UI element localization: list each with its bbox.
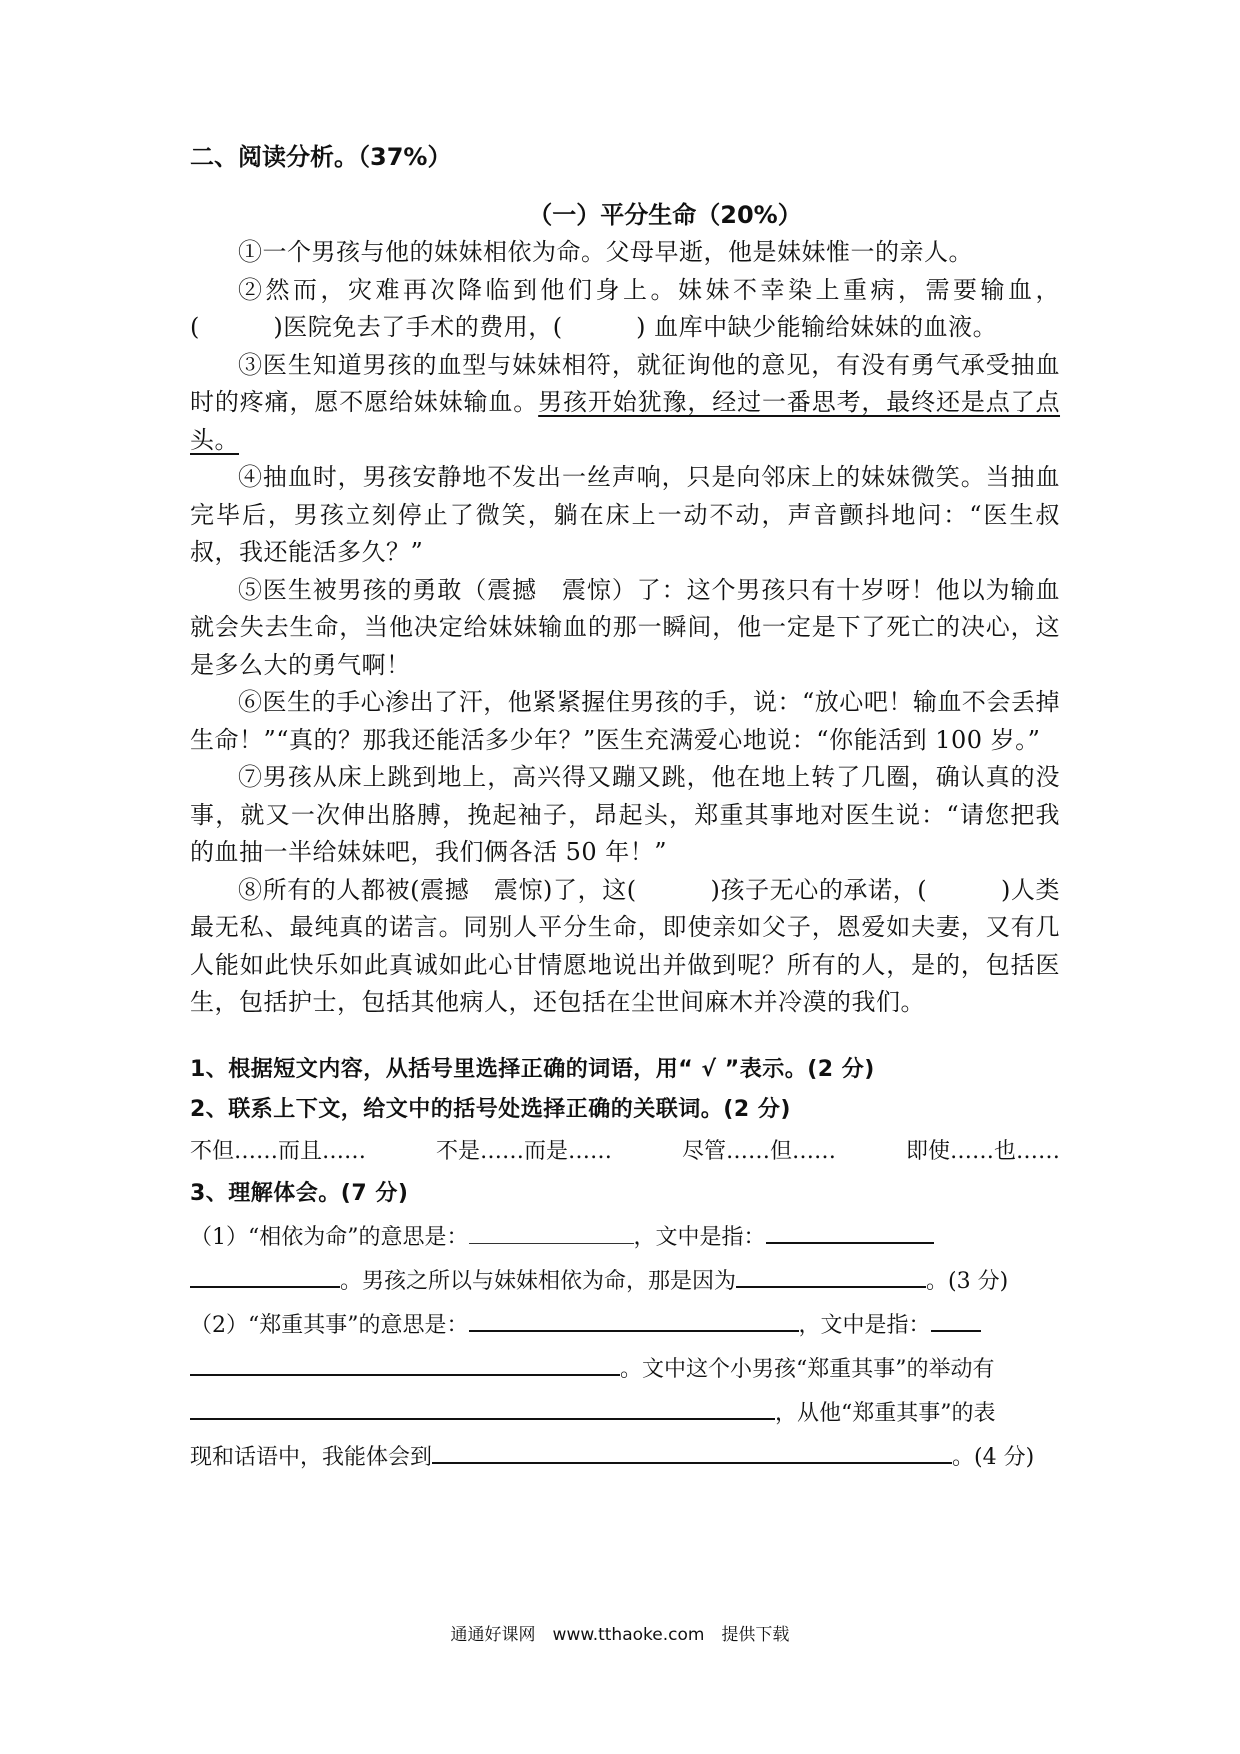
paragraph-1: ①一个男孩与他的妹妹相依为命。父母早逝，他是妹妹惟一的亲人。 [238, 238, 973, 266]
question-3-2-line-2 [190, 1346, 1060, 1390]
paragraph-3-text: ③医生知道男孩的血型与妹妹相符，就征询他的意见，有没有勇气承受抽血时的疼痛，愿不愿给妹妹输血。 [190, 350, 1060, 416]
question-text: 。男孩之所以与妹妹相依为命，那是因为 [340, 1268, 737, 1294]
paragraph-2: ②然而，灾难再次降临到他们身上。妹妹不幸染上重病，需要输血，( )医院免去了手术的费用，( ) 血库中缺少能输给妹妹的血液。 [190, 275, 1060, 341]
answer-blank[interactable] [469, 1302, 799, 1332]
question-3-1-line-1 [190, 1214, 1060, 1258]
paragraph-3 [190, 347, 1060, 460]
underlined-sentence: 男孩开始犹豫，经过一番思考，最终还是点了点头。 [190, 388, 1061, 454]
answer-blank[interactable] [736, 1258, 926, 1288]
question-1: 1、根据短文内容，从括号里选择正确的词语，用“ √ ”表示。(2 分) [190, 1056, 875, 1082]
page-footer: 通通好课网 www.tthaoke.com 提供下载 [450, 1625, 790, 1645]
question-text: 。(3 分) [926, 1268, 1009, 1294]
paragraph-8: ⑧所有的人都被(震撼 震惊)了，这( )孩子无心的承诺，( )人类最无私、最纯真的诺言。同别人平分生命，即使亲如父子，恩爱如夫妻，又有几人能如此快乐如此真诚如此心甘情愿地说出并做到呢？所有的人，是的，包括医生，包括护士，包括其他病人，还包括在尘世间麻木并冷漠的我们。 [190, 875, 1060, 1016]
answer-blank[interactable] [190, 1346, 620, 1376]
section-title: 二、阅读分析。（37%） [190, 143, 452, 171]
exam-page [190, 140, 1060, 1478]
answer-blank[interactable] [931, 1302, 981, 1332]
conjunction-option: 不但……而且…… [190, 1138, 367, 1164]
question-text: ，文中是指： [633, 1224, 766, 1250]
question-text: 。文中这个小男孩“郑重其事”的举动有 [620, 1356, 995, 1382]
question-text: （2）“郑重其事”的意思是： [190, 1312, 469, 1338]
paragraph-4: ④抽血时，男孩安静地不发出一丝声响，只是向邻床上的妹妹微笑。当抽血完毕后，男孩立刻停止了微笑，躺在床上一动不动，声音颤抖地问：“医生叔叔，我还能活多久？” [190, 463, 1060, 566]
question-text: ，文中是指： [798, 1312, 931, 1338]
question-3-2-line-4 [190, 1434, 1060, 1478]
answer-blank[interactable] [469, 1215, 634, 1244]
conjunction-option: 不是……而是…… [435, 1138, 612, 1164]
question-text: （1）“相依为命”的意思是： [190, 1224, 469, 1250]
question-text: 。(4 分) [952, 1444, 1035, 1470]
question-3-2-line-3 [190, 1390, 1060, 1434]
answer-blank[interactable] [766, 1214, 934, 1244]
answer-blank[interactable] [190, 1390, 775, 1420]
paragraph-7: ⑦男孩从床上跳到地上，高兴得又蹦又跳，他在地上转了几圈，确认真的没事，就又一次伸出胳膊，挽起袖子，昂起头，郑重其事地对医生说：“请您把我的血抽一半给妹妹吧，我们俩各活 50 年！” [190, 763, 1060, 866]
question-3: 3、理解体会。(7 分) [190, 1180, 409, 1206]
question-text: 现和话语中，我能体会到 [190, 1444, 433, 1470]
answer-blank[interactable] [190, 1258, 340, 1288]
question-text: ，从他“郑重其事”的表 [775, 1400, 996, 1426]
paragraph-5: ⑤医生被男孩的勇敢（震撼 震惊）了：这个男孩只有十岁呀！他以为输血就会失去生命，当他决定给妹妹输血的那一瞬间，他一定是下了死亡的决心，这是多么大的勇气啊！ [190, 575, 1060, 679]
answer-blank[interactable] [432, 1434, 952, 1464]
questions-section [190, 1050, 1060, 1478]
conjunction-option: 尽管……但…… [681, 1138, 836, 1164]
question-3-1-line-2 [190, 1258, 1060, 1302]
paragraph-6: ⑥医生的手心渗出了汗，他紧紧握住男孩的手，说：“放心吧！输血不会丢掉生命！”“真的？那我还能活多少年？”医生充满爱心地说：“你能活到 100 岁。” [190, 688, 1060, 754]
conjunction-option: 即使……也…… [905, 1138, 1060, 1164]
question-2: 2、联系上下文，给文中的括号处选择正确的关联词。(2 分) [190, 1096, 791, 1122]
passage-title: （一）平分生命（20%） [528, 201, 802, 229]
conjunction-options [190, 1130, 1060, 1174]
question-3-2-line-1 [190, 1302, 1060, 1346]
